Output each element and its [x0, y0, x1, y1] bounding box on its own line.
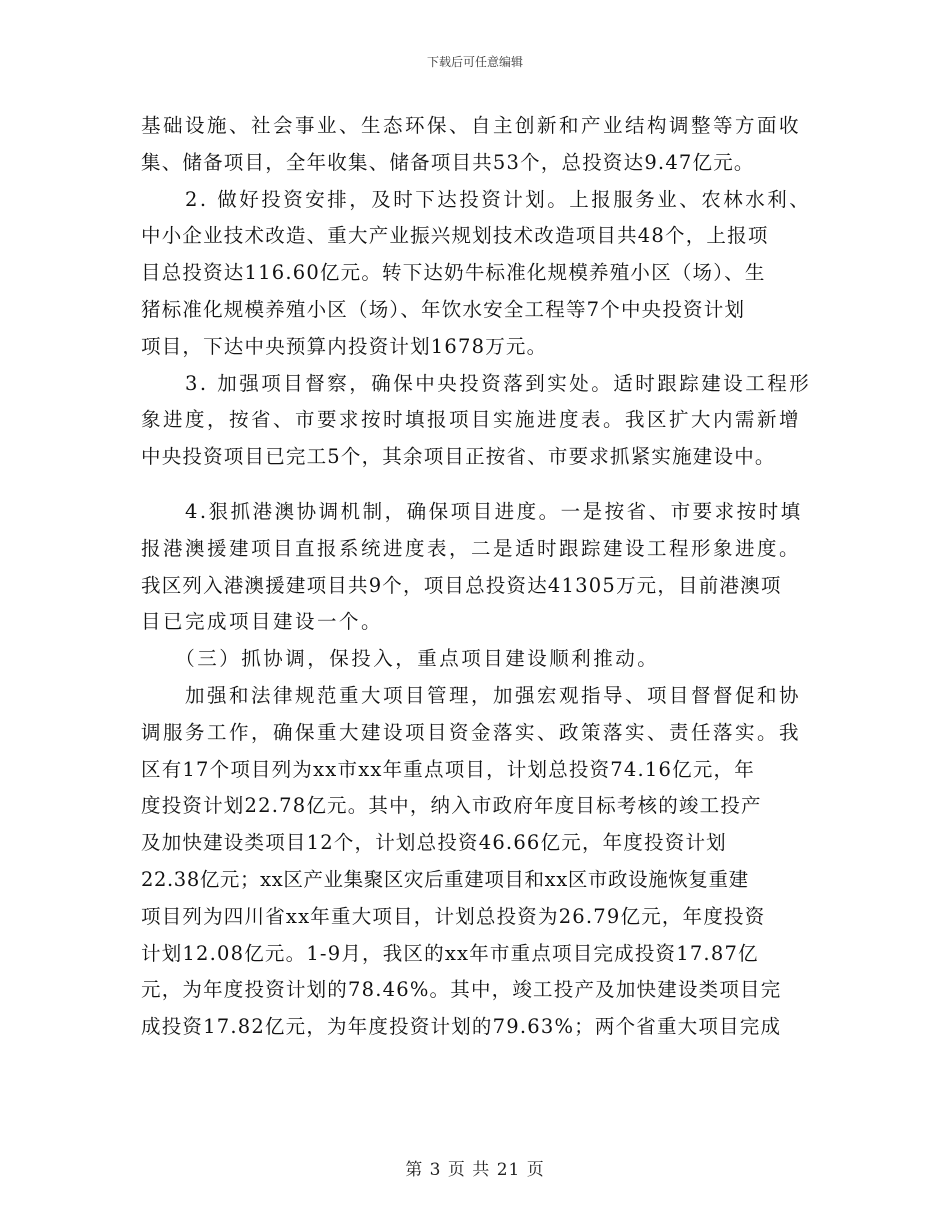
page-header: 下载后可任意编辑 — [426, 55, 523, 69]
text-line: 元，为年度投资计划的78.46%。其中，竣工投产及加快建设类项目完 — [141, 978, 782, 1002]
text-line: 目已完成项目建设一个。 — [141, 610, 384, 634]
text-line: 报港澳援建项目直报系统进度表，二是适时跟踪建设工程形象进度。 — [141, 536, 802, 560]
text-line: 集、储备项目，全年收集、储备项目共53个，总投资达9.47亿元。 — [141, 150, 755, 174]
text-line: 目总投资达116.60亿元。转下达奶牛标准化规模养殖小区（场）、生 — [141, 261, 766, 285]
paragraph-gap — [141, 476, 813, 494]
document-body — [141, 108, 813, 1046]
text-line: 项目，下达中央预算内投资计划1678万元。 — [141, 334, 548, 358]
text-line: 象进度，按省、市要求按时填报项目实施进度表。我区扩大内需新增 — [141, 408, 802, 432]
text-line: 加强和法律规范重大项目管理，加强宏观指导、项目督督促和协 — [141, 683, 802, 707]
section-heading: （三）抓协调，保投入，重点项目建设顺利推动。 — [141, 647, 660, 671]
text-line: 3. 加强项目督察，确保中央投资落到实处。适时跟踪建设工程形 — [141, 371, 812, 395]
text-line: 计划12.08亿元。1-9月，我区的xx年市重点项目完成投资17.87亿 — [141, 941, 759, 965]
text-line: 度投资计划22.78亿元。其中，纳入市政府年度目标考核的竣工投产 — [141, 794, 762, 818]
text-line: 22.38亿元；xx区产业集聚区灾后重建项目和xx区市政设施恢复重建 — [141, 867, 749, 891]
page-number: 第 3 页 共 21 页 — [405, 1160, 545, 1180]
text-line: 基础设施、社会事业、生态环保、自主创新和产业结构调整等方面收 — [141, 114, 802, 137]
text-line: 2. 做好投资安排，及时下达投资计划。上报服务业、农林水利、 — [141, 187, 812, 211]
text-line: 猪标准化规模养殖小区（场）、年饮水安全工程等7个中央投资计划 — [141, 297, 746, 321]
text-line: 成投资17.82亿元，为年度投资计划的79.63%；两个省重大项目完成 — [141, 1015, 782, 1039]
text-line: 及加快建设类项目12个，计划总投资46.66亿元，年度投资计划 — [141, 831, 727, 855]
text-line: 中央投资项目已完工5个，其余项目正按省、市要求抓紧实施建设中。 — [141, 445, 776, 469]
text-line: 我区列入港澳援建项目共9个，项目总投资达41305万元，目前港澳项 — [141, 573, 782, 597]
text-line: 项目列为四川省xx年重大项目，计划总投资为26.79亿元，年度投资 — [141, 904, 766, 928]
text-line: 调服务工作，确保重大建设项目资金落实、政策落实、责任落实。我 — [141, 720, 802, 744]
text-line: 4.狠抓港澳协调机制，确保项目进度。一是按省、市要求按时填 — [141, 499, 803, 523]
text-line: 中小企业技术改造、重大产业振兴规划技术改造项目共48个，上报项 — [141, 224, 769, 248]
text-line: 区有17个项目列为xx市xx年重点项目，计划总投资74.16亿元，年 — [141, 757, 755, 781]
